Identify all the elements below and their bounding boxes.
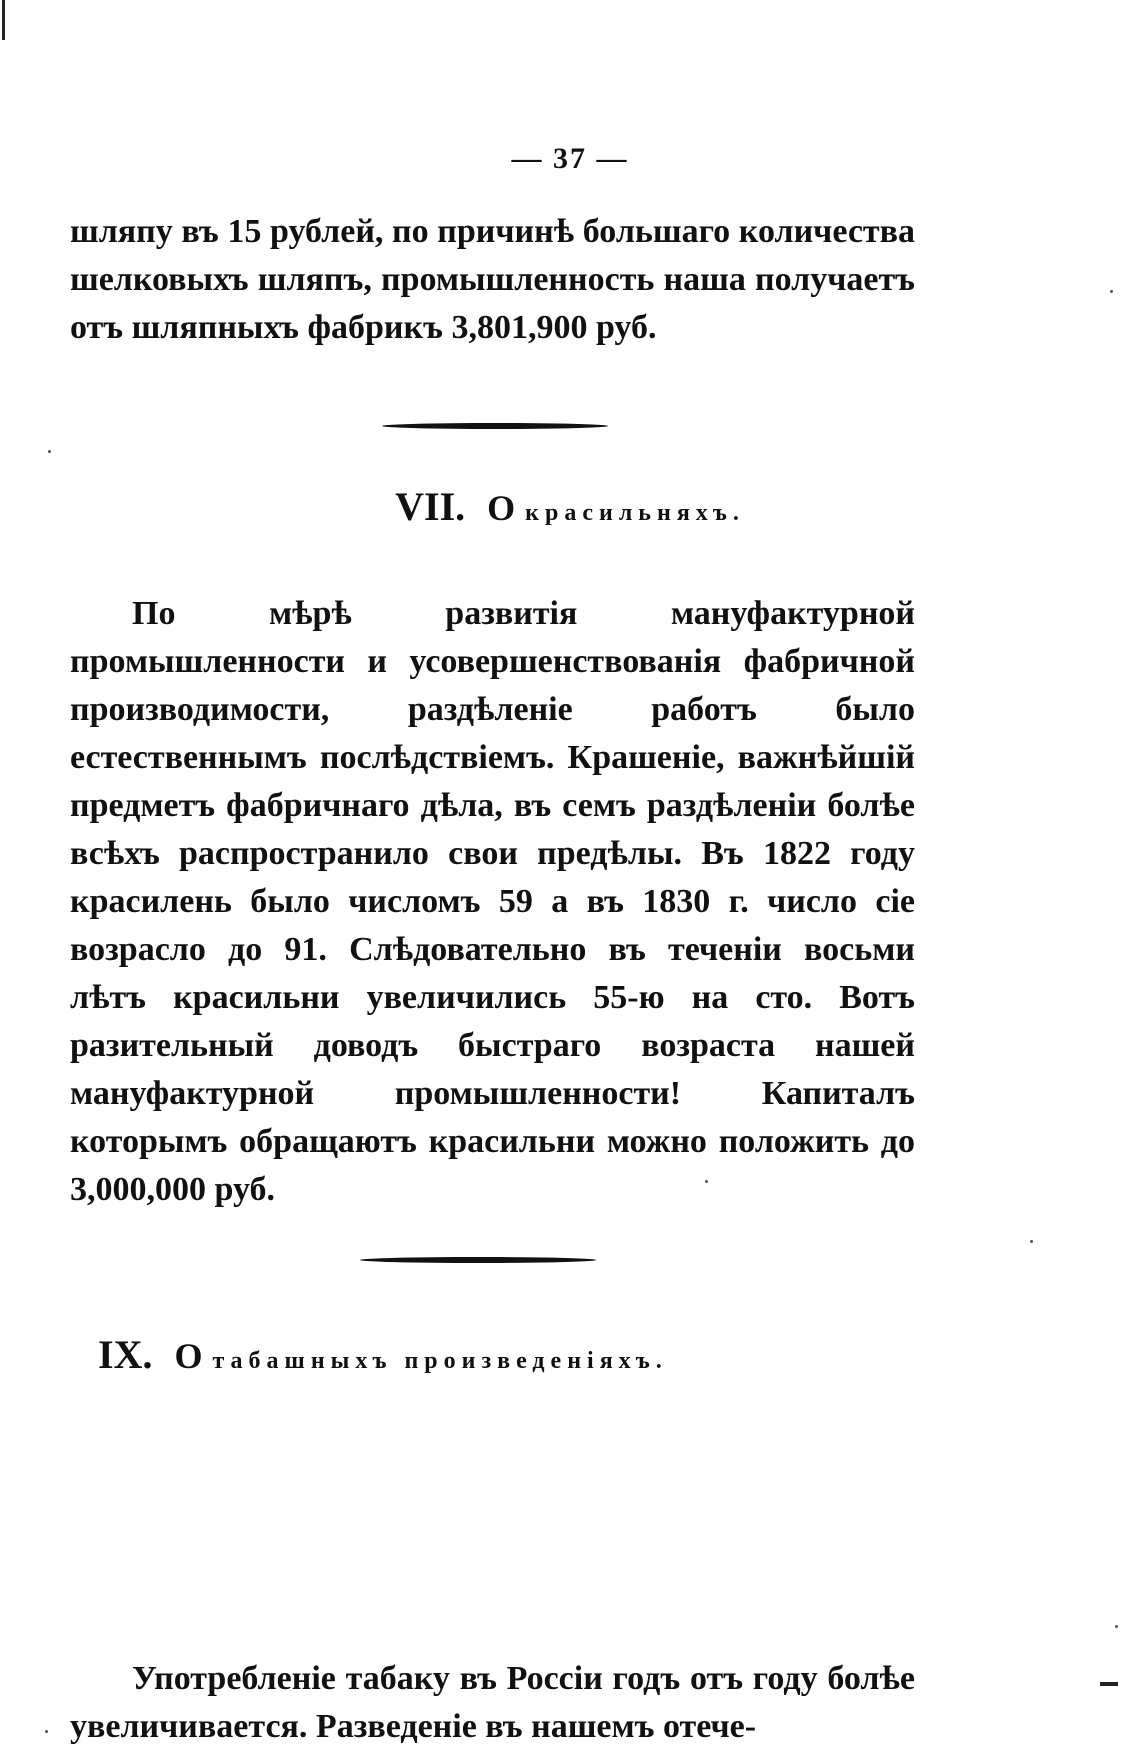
scan-edge-mark (1100, 1682, 1118, 1686)
section-numeral: IX. (98, 1332, 153, 1377)
scan-speck (705, 1180, 708, 1183)
section-numeral: VII. (395, 484, 466, 529)
section-vii-text: По мѣрѣ развитія мануфактурной промышленности и усовершенствованія фабричной производимости, раздѣленіе работъ было естественнымъ послѣдствіемъ. Крашеніе, важнѣйшій предметъ фабричнаго дѣла, въ семъ раздѣленіи болѣе всѣхъ распространило свои предѣлы. Въ 1822 году красилень было числомъ 59 а въ 1830 г. число сіе возрасло до 91. Слѣдовательно въ теченіи восьми лѣтъ красильни увеличились 55-ю на сто. Вотъ разительный доводъ быстраго возраста нашей мануфактурной промышленности! Капиталъ которымъ обращаютъ красильни можно положить до 3,000,000 руб. (70, 595, 915, 1208)
section-heading-vii (0, 482, 1140, 538)
section-title: красильняхъ. (525, 500, 745, 526)
section-ix-paragraph (70, 1655, 915, 1751)
top-paragraph (70, 208, 915, 352)
section-title-initial: О (487, 488, 517, 528)
scan-speck (48, 450, 51, 453)
scan-edge-mark (2, 0, 5, 40)
scan-speck (45, 1730, 48, 1733)
section-vii-paragraph (70, 590, 915, 1214)
scan-speck (1115, 1625, 1118, 1628)
section-divider (360, 1257, 596, 1263)
scan-speck (1110, 290, 1113, 293)
section-divider (382, 423, 608, 429)
section-heading-ix (98, 1330, 998, 1386)
section-title-initial: О (174, 1336, 204, 1376)
page-number: — 37 — (511, 142, 629, 175)
top-paragraph-text: шляпу въ 15 рублей, по причинѣ большаго количества шелковыхъ шляпъ, промышленность наша получаетъ отъ шляпныхъ фабрикъ 3,801,900 руб. (70, 213, 915, 346)
scan-speck (1030, 1240, 1033, 1243)
section-title: табашныхъ произведеніяхъ. (212, 1348, 668, 1374)
section-ix-text: Употребленіе табаку въ Россіи годъ отъ году болѣе увеличивается. Разведеніе въ нашемъ отече- (70, 1660, 915, 1745)
